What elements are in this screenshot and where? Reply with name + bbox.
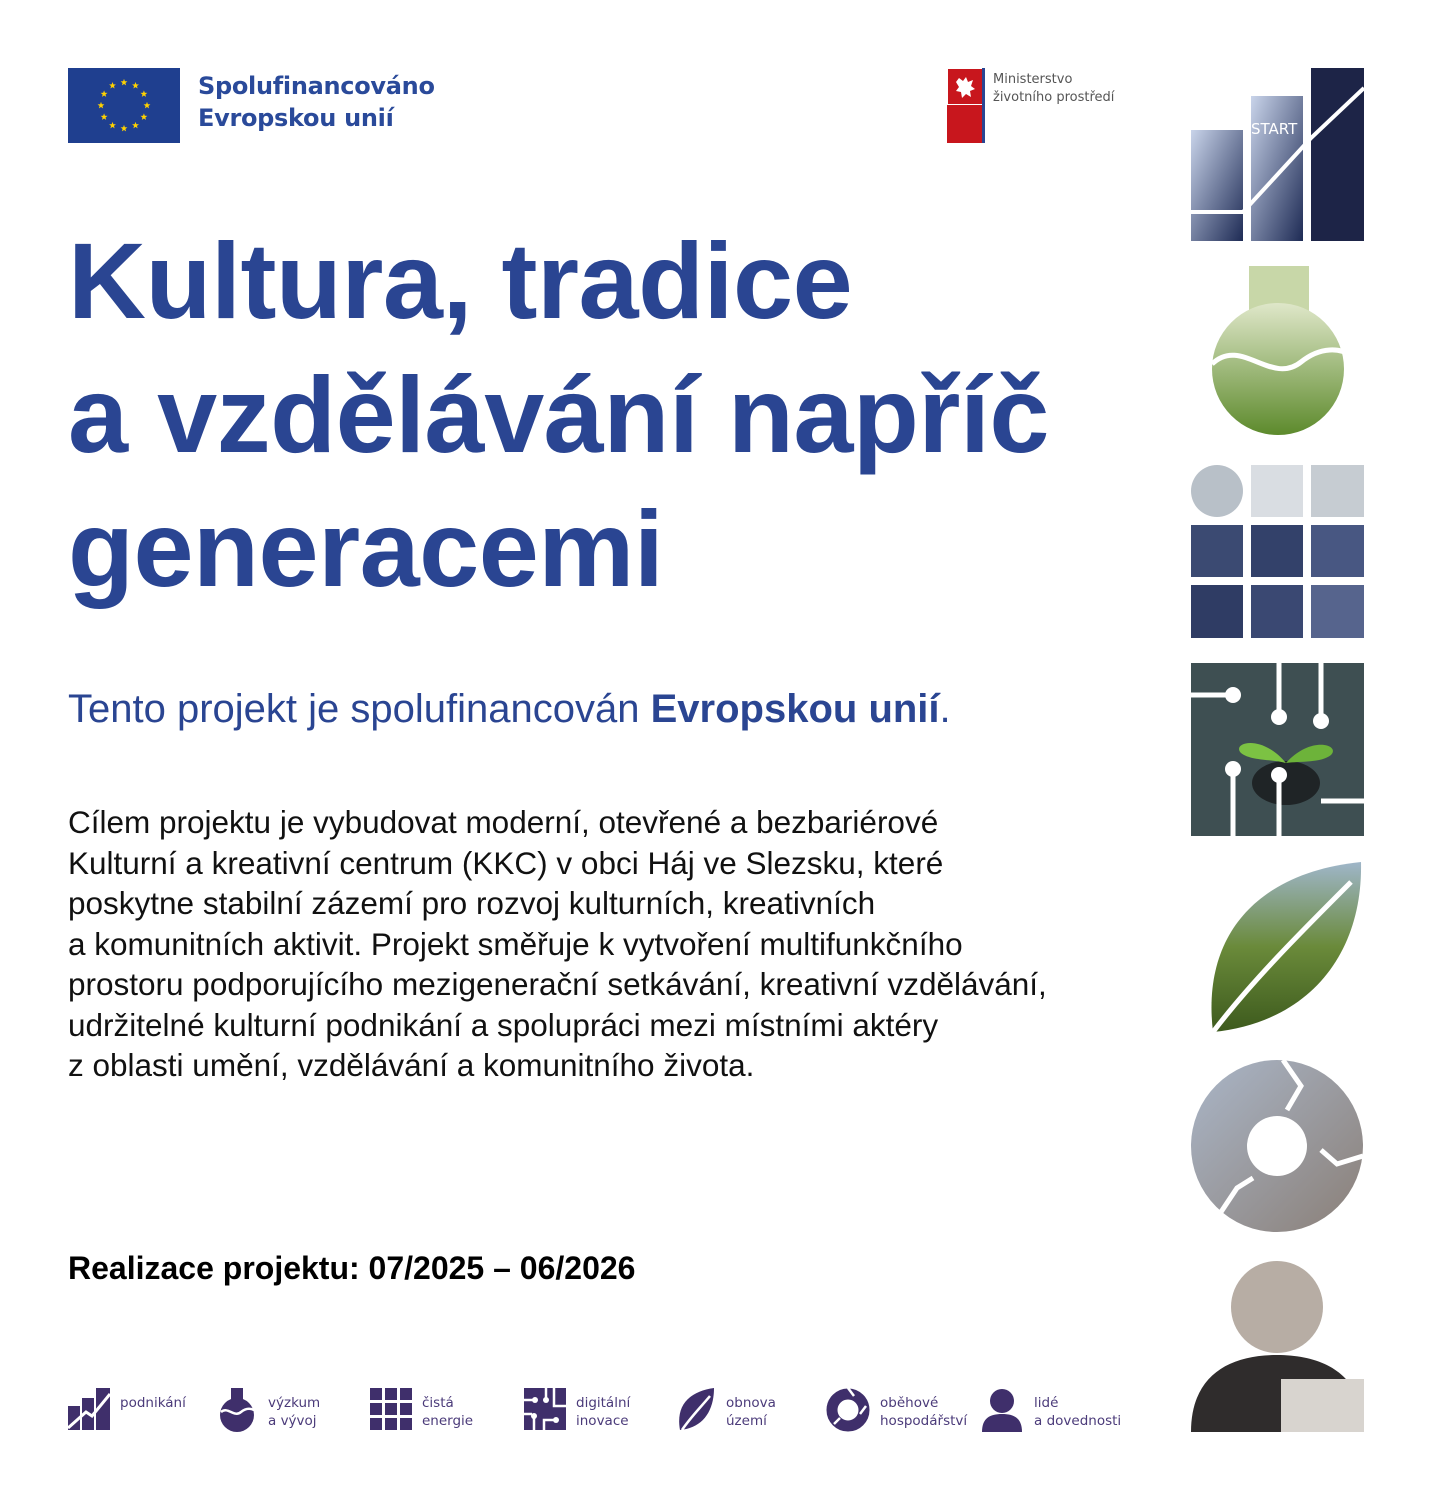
theme-label: podnikání: [120, 1395, 186, 1411]
bar-chart-icon: [68, 1388, 110, 1430]
eu-text-line2: Evropskou unií: [198, 104, 394, 132]
theme-land-renewal: [676, 1388, 776, 1432]
leaf-icon: [676, 1388, 716, 1432]
cofinanced-statement: [68, 684, 951, 734]
photo-landscape-leaf: [1191, 862, 1364, 1035]
theme-label: lidé: [1034, 1395, 1059, 1411]
page-title: [68, 214, 1148, 616]
eu-flag-logo: [68, 68, 180, 143]
theme-digital: [524, 1388, 630, 1430]
theme-circular-economy: [826, 1388, 967, 1432]
theme-label: obnova: [726, 1395, 776, 1411]
eu-star-icon: [144, 102, 151, 109]
description-line: udržitelné kulturní podnikání a spolupráci mezi místními aktéry: [68, 1006, 939, 1043]
circuit-icon: [524, 1388, 566, 1430]
solar-grid-icon: [370, 1388, 412, 1430]
description-line: z oblasti umění, vzdělávání a komunitního života.: [68, 1047, 755, 1083]
theme-label: a dovednosti: [1034, 1413, 1122, 1429]
description-line: Cílem projektu je vybudovat moderní, otevřené a bezbariérové: [68, 804, 939, 840]
eu-star-icon: [121, 125, 128, 132]
theme-label: a vývoj: [268, 1413, 317, 1429]
eu-star-icon: [140, 90, 147, 97]
description-line: Kulturní a kreativní centrum (KKC) v obci Háj ve Slezsku, které: [68, 844, 944, 881]
theme-people-skills: [980, 1388, 1121, 1432]
theme-research: [218, 1388, 320, 1432]
photo-digital-sprout: [1191, 663, 1364, 836]
photo-recycling-ring: [1191, 1060, 1364, 1233]
subtitle-prefix: Tento projekt je spolufinancován: [68, 687, 651, 731]
eu-star-icon: [109, 122, 116, 129]
photo-solar-panels: [1191, 465, 1364, 638]
theme-label: digitální: [576, 1395, 631, 1411]
photo-research-flask: [1191, 266, 1364, 439]
title-line-2: a vzdělávání napříč: [68, 354, 1049, 475]
photo-people-meeting: [1191, 1259, 1364, 1432]
eu-star-icon: [101, 90, 108, 97]
eu-cofinanced-label: [198, 70, 435, 134]
eu-star-icon: [109, 82, 116, 89]
realization-period: Realizace projektu: 07/2025 – 06/2026: [68, 1250, 636, 1286]
theme-label: výzkum: [268, 1395, 321, 1411]
photo-business-chart: [1191, 68, 1364, 241]
flask-icon: [218, 1388, 258, 1432]
eu-star-icon: [140, 113, 147, 120]
theme-clean-energy: [370, 1388, 473, 1430]
theme-label: energie: [422, 1413, 474, 1429]
project-description: [68, 802, 1148, 1086]
theme-label: hospodářství: [880, 1413, 968, 1429]
eu-star-icon: [101, 113, 108, 120]
theme-label: inovace: [576, 1413, 629, 1429]
ministry-lion-logo: [947, 68, 985, 143]
subtitle-suffix: .: [939, 687, 951, 731]
theme-label: čistá: [422, 1395, 454, 1411]
theme-label: oběhové: [880, 1395, 939, 1411]
photo-start-label: START: [1251, 120, 1298, 138]
title-line-3: generacemi: [68, 488, 664, 609]
ministry-label: [993, 71, 1114, 107]
person-icon: [980, 1388, 1024, 1432]
ministry-text-line1: Ministerstvo: [993, 72, 1073, 87]
eu-star-icon: [132, 82, 139, 89]
description-line: prostoru podporujícího mezigenerační setkávání, kreativní vzdělávání,: [68, 966, 1047, 1002]
eu-star-icon: [121, 79, 128, 86]
eu-star-icon: [98, 102, 105, 109]
description-line: a komunitních aktivit. Projekt směřuje k vytvoření multifunkčního: [68, 925, 963, 962]
recycle-ring-icon: [826, 1388, 870, 1432]
title-line-1: Kultura, tradice: [68, 220, 853, 341]
theme-business: [68, 1388, 186, 1430]
ministry-text-line2: životního prostředí: [993, 90, 1115, 105]
subtitle-eu: Evropskou unií: [650, 687, 940, 731]
eu-text-line1: Spolufinancováno: [198, 72, 435, 100]
theme-label: území: [726, 1413, 767, 1429]
eu-star-icon: [132, 122, 139, 129]
description-line: poskytne stabilní zázemí pro rozvoj kulturních, kreativních: [68, 885, 876, 921]
eu-stars-icon: [68, 68, 180, 143]
